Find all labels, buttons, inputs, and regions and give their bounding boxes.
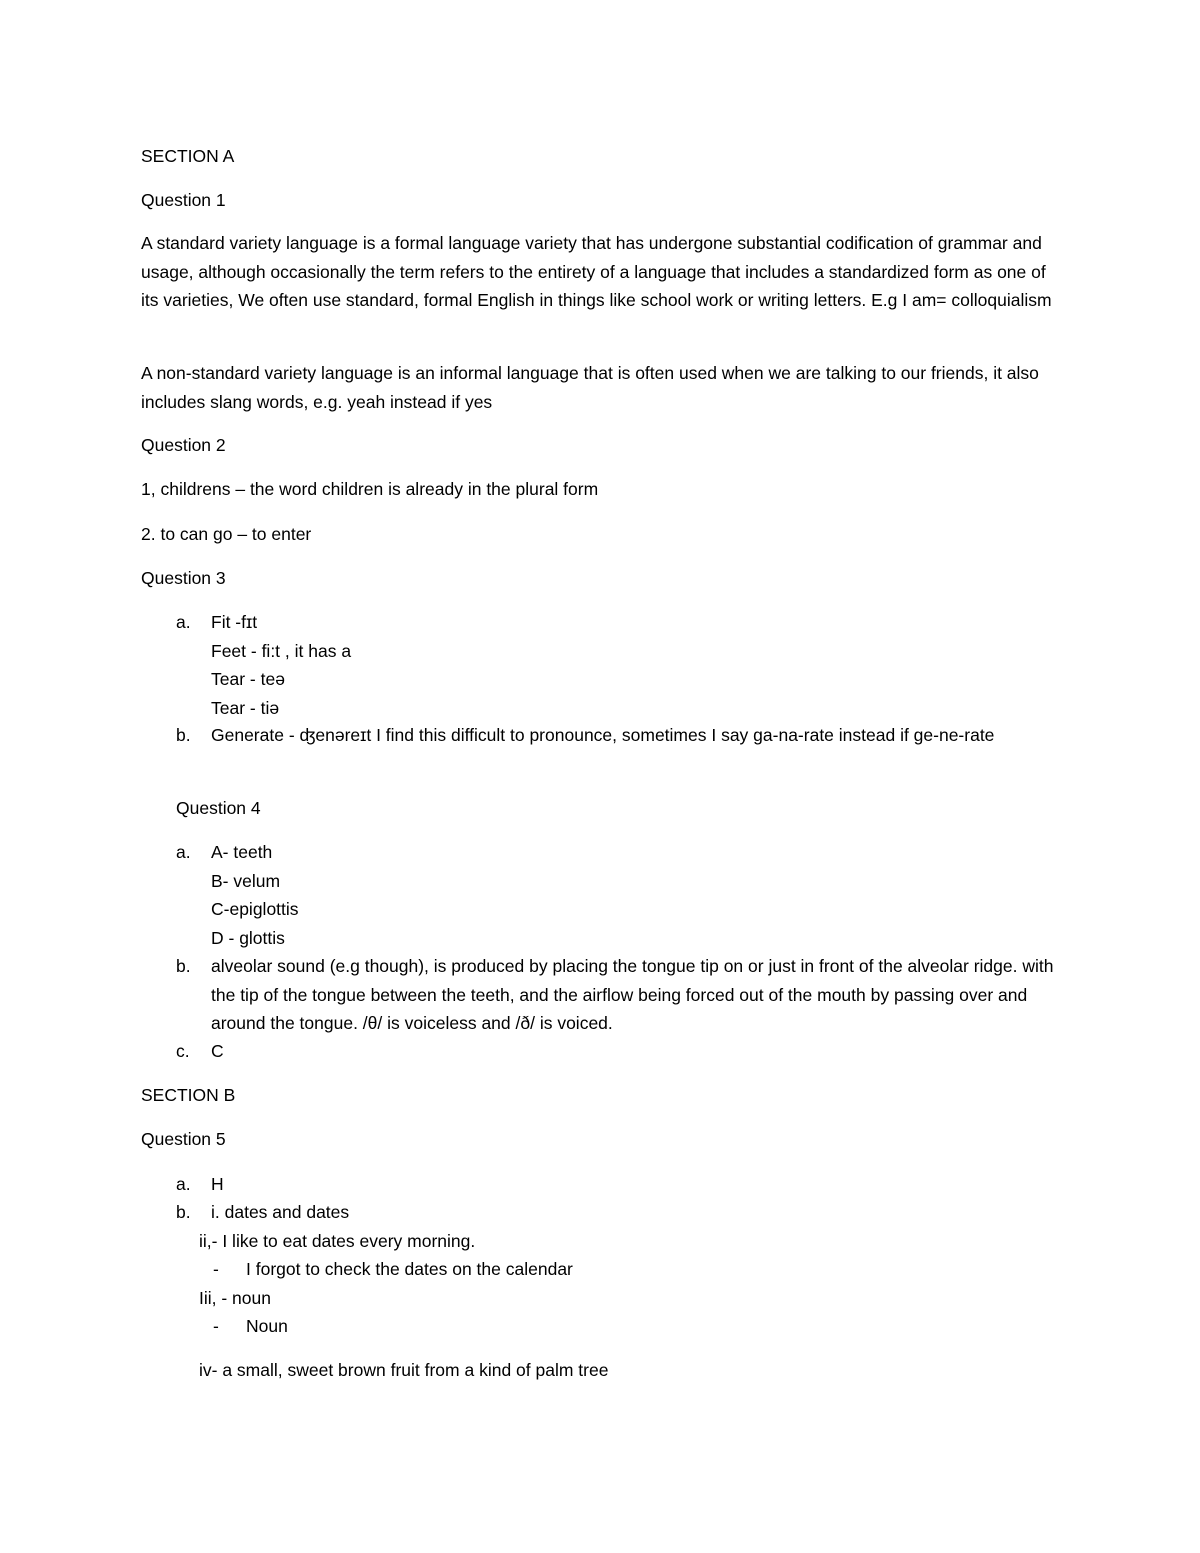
list-marker: a.	[176, 1174, 191, 1194]
list-line: B- velum	[211, 870, 281, 891]
dash-item	[211, 1255, 1061, 1284]
dash-text: Noun	[246, 1316, 288, 1336]
dash-item	[211, 1312, 1061, 1341]
list-line: C-epiglottis	[211, 899, 299, 919]
question-4-heading: Question 4	[176, 798, 261, 818]
question-5-item-b	[176, 1198, 1061, 1341]
list-line: Tear - tiə	[211, 697, 280, 718]
list-line: A- teeth	[211, 842, 273, 862]
question-2-line-1: 1, childrens – the word children is already in the plural form	[141, 479, 599, 499]
question-4-item-a	[176, 838, 1061, 952]
list-text: C	[211, 1041, 224, 1061]
list-marker: c.	[176, 1041, 190, 1061]
question-3-item-a	[176, 608, 1061, 722]
question-1-paragraph-2: A non-standard variety language is an informal language that is often used when we are talking to our friends, it also includes slang words, e.g. yeah instead if yes	[141, 363, 1039, 412]
question-5-item-a	[176, 1170, 1061, 1199]
question-4-item-b	[176, 952, 1061, 1038]
list-marker: b.	[176, 956, 191, 976]
list-marker: a.	[176, 612, 191, 632]
list-marker: b.	[176, 725, 191, 745]
list-line: Tear - teə	[211, 669, 285, 689]
list-text: Generate - ʤenəreɪt I find this difficult to pronounce, sometimes I say ga-na-rate instead if ge-ne-rate	[211, 725, 995, 745]
question-5-item-b-iv: iv- a small, sweet brown fruit from a kind of palm tree	[199, 1360, 609, 1380]
question-2-heading: Question 2	[141, 435, 226, 455]
question-5-heading: Question 5	[141, 1129, 226, 1149]
list-marker: a.	[176, 842, 191, 862]
list-text: alveolar sound (e.g though), is produced by placing the tongue tip on or just in front of the alveolar ridge. with the tip of the tongue between the teeth, and the airflow being forced out of the mouth by passing over and around the tongue. /θ/ is voiceless and /ð/ is voiced.	[211, 956, 1054, 1033]
question-1-heading: Question 1	[141, 190, 226, 210]
question-2-line-2: 2. to can go – to enter	[141, 524, 312, 544]
question-3-item-b	[176, 721, 1061, 750]
question-4-item-c	[176, 1037, 1061, 1066]
list-line: Feet - fi:t , it has a	[211, 640, 352, 661]
question-3-heading: Question 3	[141, 568, 226, 588]
dash-text: I forgot to check the dates on the calendar	[246, 1259, 573, 1279]
list-line: ii,- I like to eat dates every morning.	[199, 1230, 476, 1251]
list-marker: b.	[176, 1202, 191, 1222]
section-b-heading: SECTION B	[141, 1085, 236, 1105]
list-line: D - glottis	[211, 927, 285, 948]
question-1-paragraph-1: A standard variety language is a formal language variety that has undergone substantial codification of grammar and usage, although occasionally the term refers to the entirety of a language that includes a standardized form as one of its varieties, We often use standard, formal English in things like school work or writing letters. E.g I am= colloquialism	[141, 233, 1052, 310]
list-text: H	[211, 1174, 224, 1194]
section-a-heading: SECTION A	[141, 146, 235, 166]
list-line: Iii, - noun	[199, 1287, 271, 1308]
list-line: i. dates and dates	[211, 1202, 350, 1222]
dash-marker: -	[213, 1316, 219, 1336]
dash-marker: -	[213, 1259, 219, 1279]
list-line: Fit -fɪt	[211, 612, 258, 632]
